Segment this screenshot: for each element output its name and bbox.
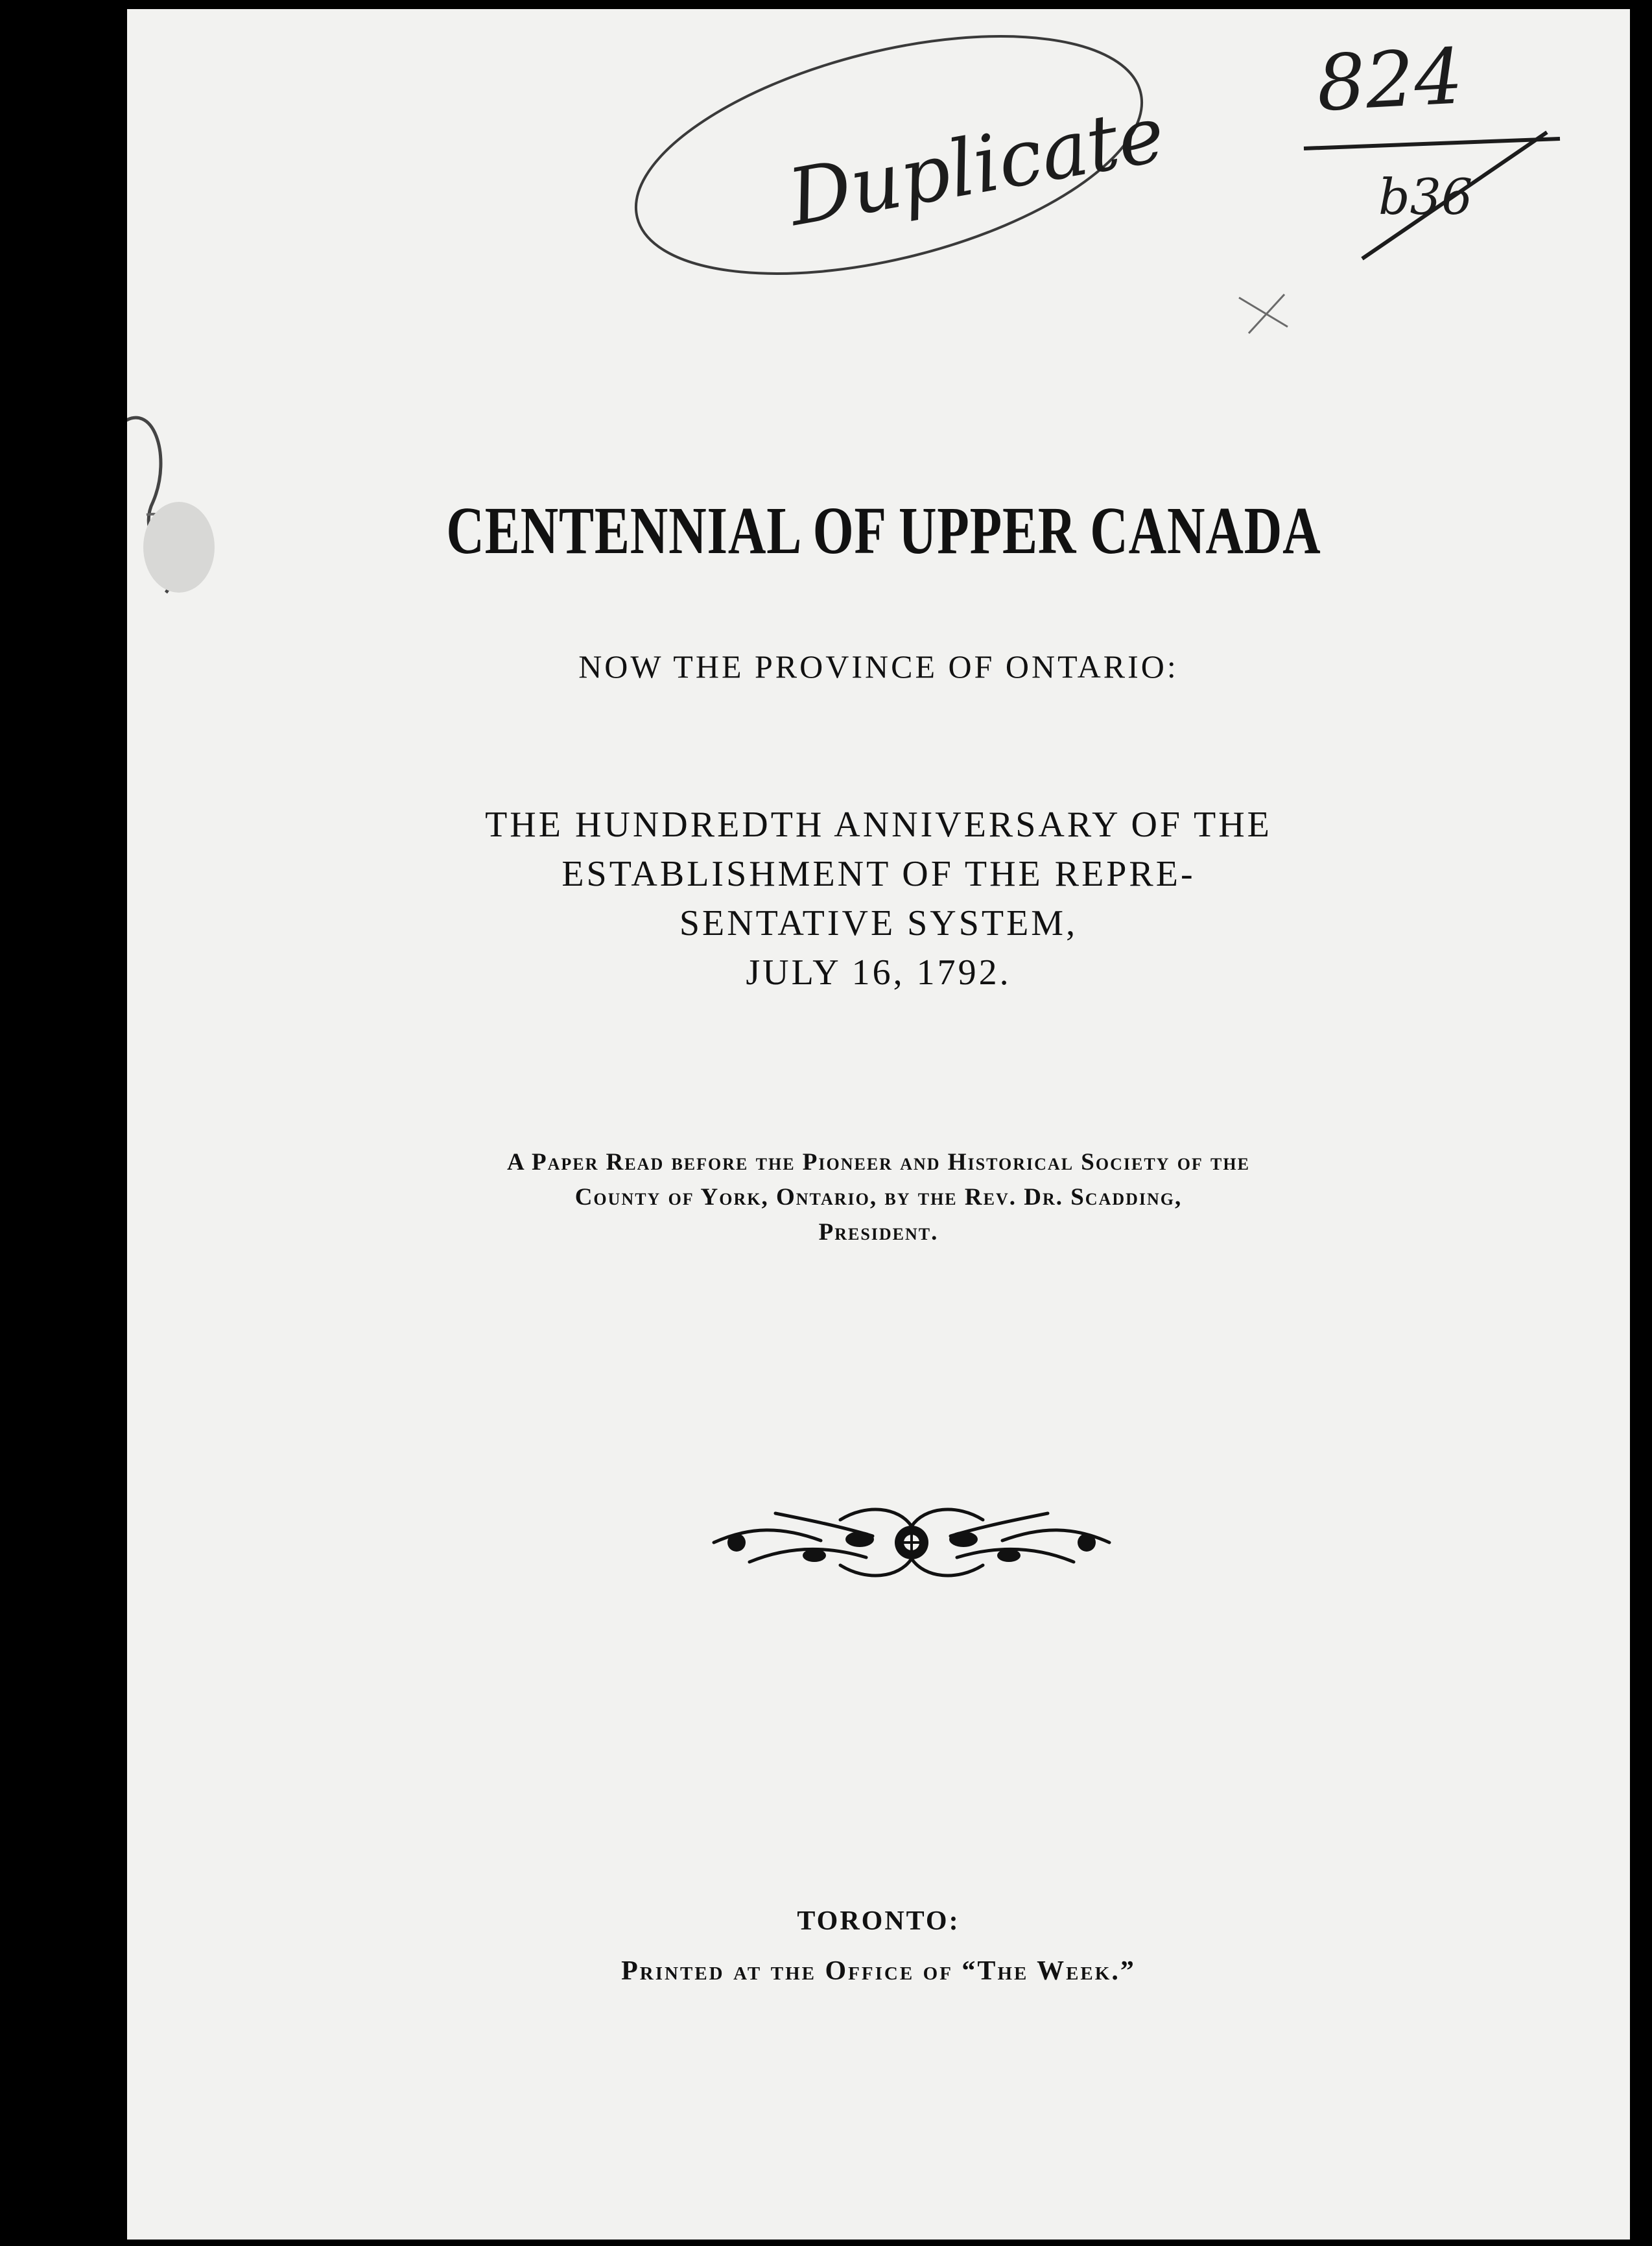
pencil-marks xyxy=(127,9,1630,2240)
anniversary-line: ESTABLISHMENT OF THE REPRE- xyxy=(561,854,1196,894)
paper-line: County of York, Ontario, by the Rev. Dr. Scadding, xyxy=(574,1184,1183,1211)
anniversary-heading xyxy=(127,800,1630,997)
handwritten-catalog-number: 824 xyxy=(1314,31,1465,128)
pencil-cross xyxy=(1249,294,1284,333)
handwritten-catalog-subnumber: b36 xyxy=(1378,168,1473,226)
paper-line: A Paper Read before the Pioneer and Historical Society of the xyxy=(507,1149,1250,1176)
pencil-cross xyxy=(1239,298,1288,327)
paper-attribution xyxy=(127,1145,1630,1250)
handwritten-duplicate-note: Duplicate xyxy=(782,89,1172,244)
title-page xyxy=(127,9,1630,2240)
page-title: CENTENNIAL OF UPPER CANADA xyxy=(446,493,1321,568)
anniversary-line: JULY 16, 1792. xyxy=(746,952,1011,993)
anniversary-line: THE HUNDREDTH ANNIVERSARY OF THE xyxy=(485,805,1272,845)
page-stain xyxy=(143,502,215,593)
ink-underline xyxy=(1304,139,1560,148)
anniversary-line: SENTATIVE SYSTEM, xyxy=(679,903,1078,943)
page-subtitle: NOW THE PROVINCE OF ONTARIO: xyxy=(578,648,1179,685)
paper-line: President. xyxy=(818,1219,939,1246)
imprint-place: TORONTO: xyxy=(797,1906,960,1936)
floral-ornament-icon xyxy=(711,1500,1113,1585)
imprint-printer: Printed at the Office of “The Week.” xyxy=(621,1956,1136,1986)
